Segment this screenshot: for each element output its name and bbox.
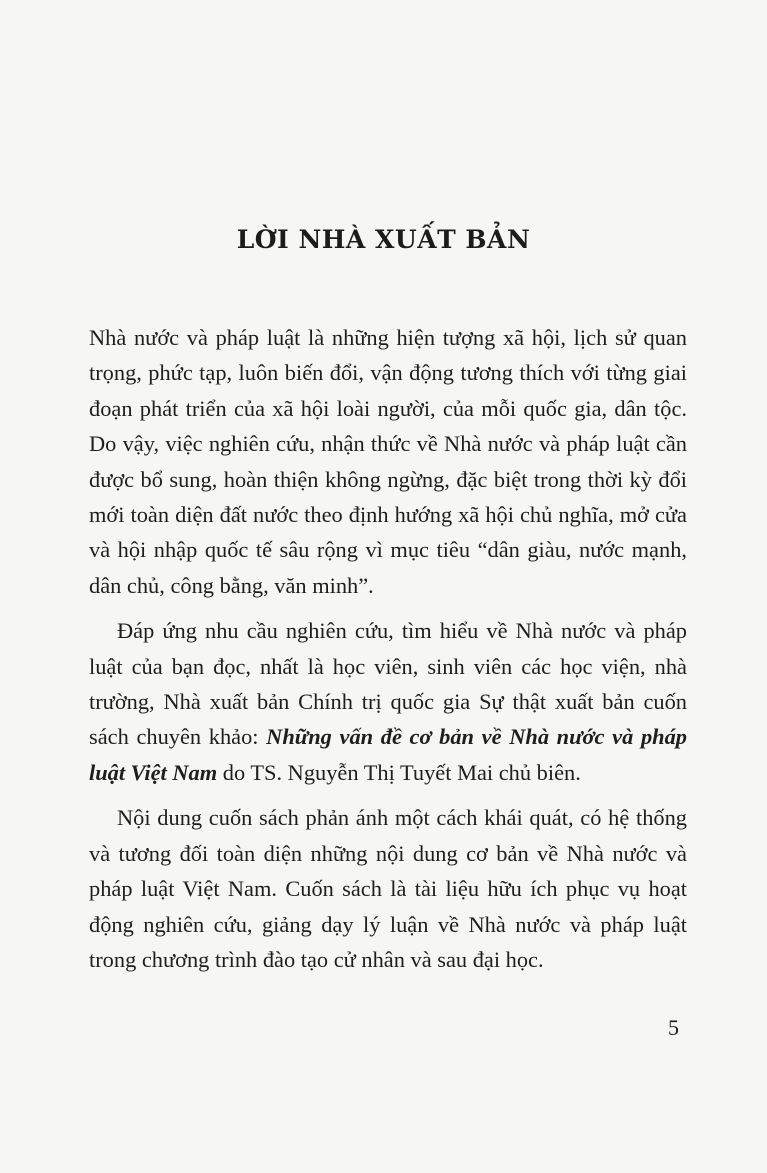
paragraph-3: Nội dung cuốn sách phản ánh một cách khái quát, có hệ thống và tương đối toàn diện những nội dung cơ bản về Nhà nước và pháp luật Việt Nam. Cuốn sách là tài liệu hữu ích phục vụ hoạt động nghiên cứu, giảng dạy lý luận về Nhà nước và pháp luật trong chương trình đào tạo cử nhân và sau đại học. xyxy=(89,805,687,972)
paragraph-2 xyxy=(89,613,687,790)
page-title: LỜI NHÀ XUẤT BẢN xyxy=(236,225,531,254)
paragraph-2-end: do TS. Nguyễn Thị Tuyết Mai chủ biên. xyxy=(217,759,581,785)
paragraph-2-intro: Đáp ứng nhu cầu nghiên cứu, tìm hiểu về Nhà nước và pháp luật của bạn đọc, nhất là học viên, sinh viên các học viện, nhà trường, Nhà xuất bản Chính trị quốc gia Sự thật xuất bản cuốn sách chuyên khảo: xyxy=(89,618,687,750)
body-text xyxy=(89,320,687,987)
page-number: 5 xyxy=(668,1015,679,1040)
paragraph-1: Nhà nước và pháp luật là những hiện tượng xã hội, lịch sử quan trọng, phức tạp, luôn biến đổi, vận động tương thích với từng giai đoạn phát triển của xã hội loài người, của mỗi quốc gia, dân tộc. Do vậy, việc nghiên cứu, nhận thức về Nhà nước và pháp luật cần được bổ sung, hoàn thiện không ngừng, đặc biệt trong thời kỳ đổi mới toàn diện đất nước theo định hướng xã hội chủ nghĩa, mở cửa và hội nhập quốc tế sâu rộng vì mục tiêu “dân giàu, nước mạnh, dân chủ, công bằng, văn minh”. xyxy=(89,325,687,598)
book-title: Những vấn đề cơ bản về Nhà nước và pháp luật Việt Nam xyxy=(89,724,687,785)
